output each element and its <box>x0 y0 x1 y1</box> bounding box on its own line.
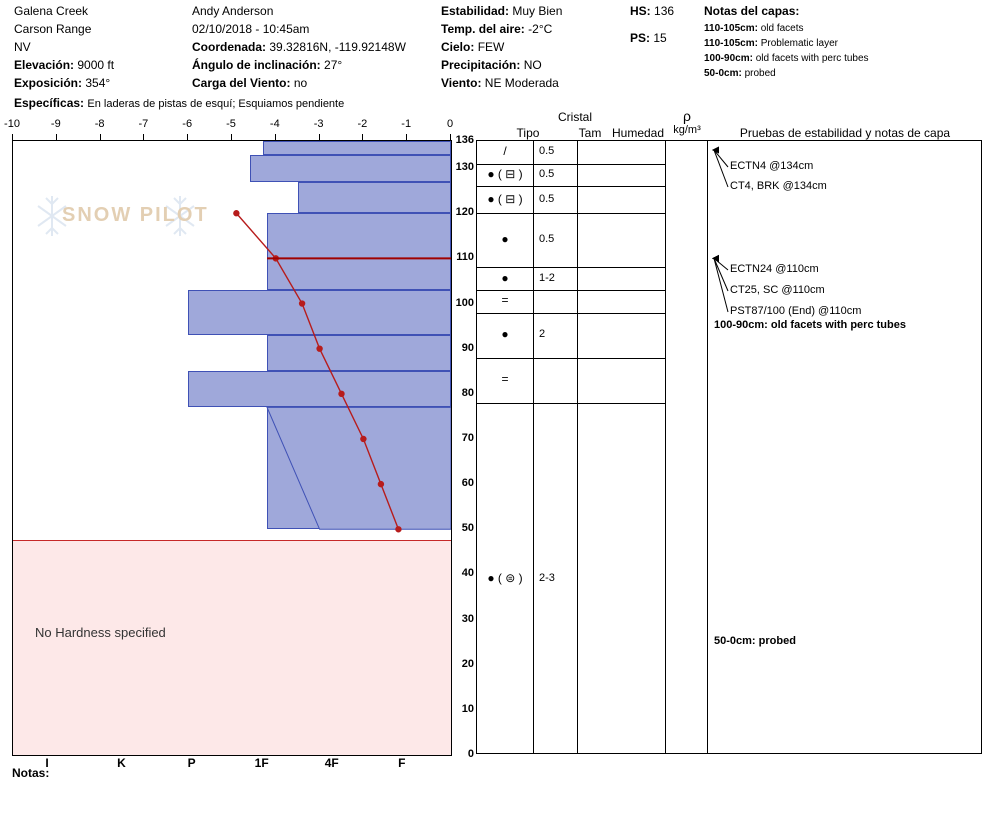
stability-value: Muy Bien <box>512 4 563 18</box>
precip-label: Precipitación: <box>441 58 521 72</box>
crystal-row-divider <box>477 186 665 187</box>
crystal-row-divider <box>477 403 665 404</box>
stability-test-label: CT4, BRK @134cm <box>730 180 827 192</box>
axis-tick-label: -9 <box>50 118 61 130</box>
type-column-header: Tipo <box>516 126 540 140</box>
stability-test-label: PST87/100 (End) @110cm <box>730 305 862 317</box>
crystal-type-cell: ● ( ⊟ ) <box>487 166 523 181</box>
height-tick-label: 70 <box>461 431 474 444</box>
test-leader-line <box>714 150 728 187</box>
crystal-type-cell: ● ( ⊜ ) <box>487 570 523 585</box>
crystal-size-cell: 1-2 <box>539 271 555 284</box>
hardness-label: P <box>187 756 196 770</box>
wind-load-value: no <box>293 76 308 90</box>
header-hs-ps-block <box>630 4 700 49</box>
hardness-layer-bar <box>250 155 451 182</box>
test-arrow-icon <box>712 147 719 154</box>
axis-tick-label: -6 <box>182 118 193 130</box>
stability-label: Estabilidad: <box>441 4 510 18</box>
table-divider <box>577 141 578 753</box>
density-symbol-header: ρ <box>683 108 691 124</box>
hardness-layer-bar <box>267 213 451 290</box>
no-hardness-label: No Hardness specified <box>35 625 166 640</box>
observation-datetime: 02/10/2018 - 10:45am <box>192 22 310 36</box>
height-tick-label: 130 <box>455 161 474 174</box>
height-axis <box>450 134 476 760</box>
header-conditions-block <box>441 4 641 94</box>
crystal-row-divider <box>477 290 665 291</box>
layer-note-marker: 50-0cm: probed <box>714 635 796 648</box>
crystal-size-cell: 0.5 <box>539 167 555 180</box>
logo-text: SNOW PILOT <box>62 204 209 226</box>
crystal-size-cell: 2 <box>539 328 546 341</box>
density-column <box>666 140 708 754</box>
density-units-header: kg/m³ <box>673 124 701 136</box>
hs-label: HS: <box>630 4 651 18</box>
height-tick-label: 20 <box>461 657 474 670</box>
crystal-column-title: Cristal <box>557 110 592 124</box>
hardness-layer-bar <box>298 182 451 214</box>
test-leader-line <box>714 258 728 312</box>
sky-label: Cielo: <box>441 40 475 54</box>
test-arrow-icon <box>712 255 719 262</box>
humidity-column-header: Humedad <box>611 126 665 140</box>
hardness-layer-bar <box>188 290 451 335</box>
layer-note-range: 50-0cm: <box>704 68 742 79</box>
crystal-row-divider <box>477 164 665 165</box>
stability-test-label: ECTN24 @110cm <box>730 263 819 275</box>
airtemp-label: Temp. del aire: <box>441 22 525 36</box>
height-tick-label: 40 <box>461 567 474 580</box>
layer-note-text: old facets with perc tubes <box>755 53 869 64</box>
ps-label: PS: <box>630 31 651 45</box>
test-arrow-icon <box>712 255 719 262</box>
height-tick-label: 80 <box>461 386 474 399</box>
crystal-size-cell: 0.5 <box>539 145 555 158</box>
header-location-block <box>14 4 184 94</box>
footer-notes-label: Notas: <box>12 766 50 780</box>
crystal-type-cell: = <box>501 293 509 308</box>
test-leader-line <box>714 258 728 270</box>
axis-tick-label: -5 <box>226 118 236 130</box>
crystal-type-cell: ● <box>501 327 509 342</box>
aspect-value: 354° <box>85 76 111 90</box>
sky-value: FEW <box>477 40 505 54</box>
hardness-label: I <box>45 756 49 770</box>
layer-note-range: 110-105cm: <box>704 38 758 49</box>
hs-value: 136 <box>654 4 675 18</box>
hardness-label: F <box>398 756 406 770</box>
crystal-row-divider <box>477 358 665 359</box>
axis-tick-label: -4 <box>269 118 280 130</box>
axis-tick-label: -2 <box>357 118 368 130</box>
airtemp-value: -2°C <box>528 22 553 36</box>
specifics-label: Específicas: <box>14 96 85 110</box>
no-hardness-region <box>13 540 451 755</box>
crystal-type-cell: ● ( ⊟ ) <box>487 191 523 206</box>
hardness-label: 4F <box>324 756 339 770</box>
layer-note-text: Problematic layer <box>760 38 838 49</box>
height-tick-label: 136 <box>455 134 474 146</box>
crystal-type-cell: / <box>503 144 507 159</box>
ps-value: 15 <box>653 31 667 45</box>
hardness-layer-bar <box>188 371 451 407</box>
crystal-type-cell: ● <box>501 270 509 285</box>
height-tick-label: 120 <box>455 206 474 219</box>
tests-column-header: Pruebas de estabilidad y notas de capa <box>739 126 951 140</box>
layer-note-marker: 100-90cm: old facets with perc tubes <box>714 319 906 332</box>
test-arrow-icon <box>712 147 719 154</box>
coords-label: Coordenada: <box>192 40 267 54</box>
incline-label: Ángulo de inclinación: <box>192 58 321 72</box>
axis-tick-label: 0 <box>446 118 454 130</box>
stability-test-label: ECTN4 @134cm <box>730 160 814 172</box>
observer-name: Andy Anderson <box>192 4 274 18</box>
test-arrow-icon <box>712 255 719 262</box>
header-observer-block <box>192 4 442 94</box>
coords-value: 39.32816N, -119.92148W <box>269 40 406 54</box>
axis-tick-label: -8 <box>94 118 105 130</box>
size-column-header: Tam <box>578 126 602 140</box>
height-tick-label: 0 <box>467 748 474 760</box>
hardness-layer-bar <box>267 407 451 529</box>
elevation-value: 9000 ft <box>77 58 115 72</box>
axis-tick-label: -10 <box>4 118 20 130</box>
crystal-row-divider <box>477 213 665 214</box>
height-tick-label: 90 <box>461 341 474 354</box>
crystal-type-cell: = <box>501 372 509 387</box>
wind-load-label: Carga del Viento: <box>192 76 291 90</box>
height-tick-label: 100 <box>455 296 474 309</box>
crystal-row-divider <box>477 267 665 268</box>
height-tick-label: 10 <box>461 702 474 715</box>
hardness-numeric-axis <box>4 118 454 140</box>
height-tick-label: 110 <box>456 251 474 264</box>
snowpilot-logo <box>30 188 210 244</box>
crystal-size-cell: 2-3 <box>539 571 555 584</box>
wind-label: Viento: <box>441 76 482 90</box>
specifics-value: En laderas de pistas de esquí; Esquiamos pendiente <box>87 98 345 110</box>
elevation-label: Elevación: <box>14 58 75 72</box>
layer-note-text: probed <box>744 68 776 79</box>
crystal-type-cell: ● <box>501 232 509 247</box>
header-info <box>0 0 994 112</box>
test-leader-line <box>714 258 728 291</box>
hardness-layer-bar <box>263 141 451 155</box>
stability-test-label: CT25, SC @110cm <box>730 284 825 296</box>
axis-tick-label: -3 <box>313 118 324 130</box>
test-leader-line <box>714 150 728 167</box>
layer-notes-title: Notas del capas: <box>704 4 800 18</box>
height-tick-label: 60 <box>461 477 474 490</box>
hardness-label: 1F <box>254 756 269 770</box>
crystal-table <box>476 140 666 754</box>
axis-tick-label: -7 <box>138 118 149 130</box>
table-divider <box>533 141 534 753</box>
location-name: Galena Creek <box>14 4 89 18</box>
aspect-label: Exposición: <box>14 76 83 90</box>
incline-value: 27° <box>324 58 343 72</box>
header-specifics-row <box>14 96 344 110</box>
state-name: NV <box>14 40 31 54</box>
range-name: Carson Range <box>14 22 92 36</box>
height-tick-label: 30 <box>461 612 474 625</box>
wind-value: NE Moderada <box>484 76 559 90</box>
precip-value: NO <box>523 58 542 72</box>
hardness-label: K <box>117 756 126 770</box>
crystal-size-cell: 0.5 <box>539 192 555 205</box>
height-tick-label: 50 <box>461 522 474 535</box>
layer-note-range: 110-105cm: <box>704 23 758 34</box>
hardness-label-axis <box>12 756 450 776</box>
layer-note-text: old facets <box>760 23 804 34</box>
header-layer-notes-block <box>704 4 994 82</box>
layer-note-range: 100-90cm: <box>704 53 753 64</box>
axis-tick-label: -1 <box>401 118 412 130</box>
crystal-row-divider <box>477 313 665 314</box>
crystal-size-cell: 0.5 <box>539 233 555 246</box>
hardness-layer-bar <box>267 335 451 371</box>
test-arrows <box>708 141 982 755</box>
stability-tests-column <box>708 140 982 754</box>
